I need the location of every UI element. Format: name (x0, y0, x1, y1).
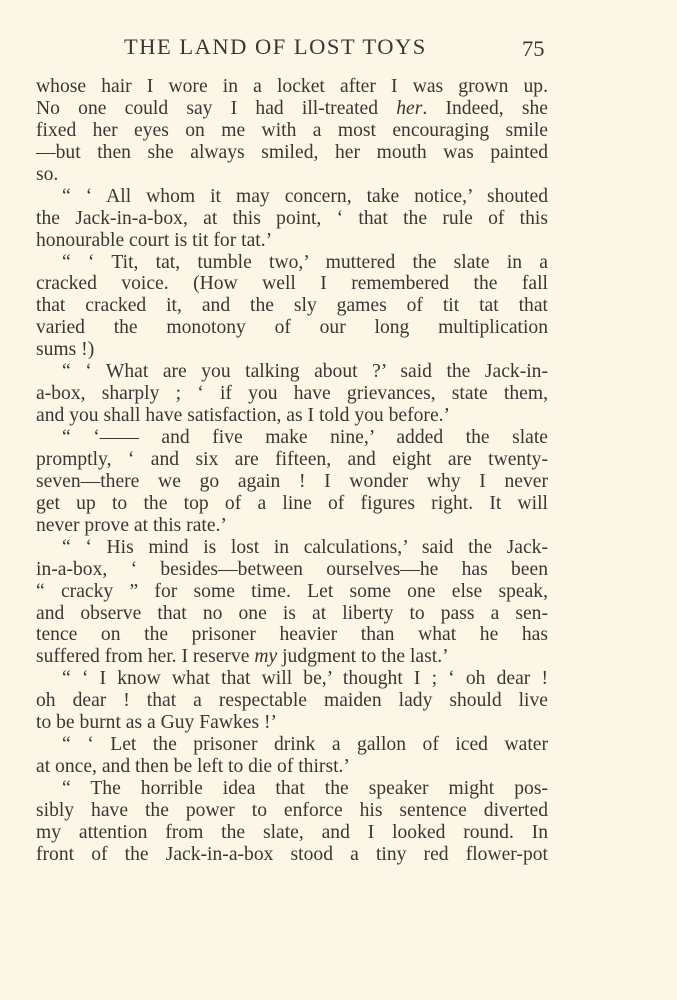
text-line: in-a-box, ‘ besides—between ourselves—he has been (36, 558, 548, 580)
text-line: tence on the prisoner heavier than what he has (36, 624, 548, 646)
text-line: never prove at this rate.’ (36, 514, 227, 536)
text-line: oh dear ! that a respectable maiden lady should live (36, 690, 548, 712)
text-line: No one could say I had ill-treated her. Indeed, she (36, 97, 548, 119)
text-line: “ cracky ” for some time. Let some one else speak, (36, 580, 548, 602)
text-line: to be burnt as a Guy Fawkes !’ (36, 712, 278, 734)
text-line: so. (36, 163, 59, 185)
text-line: “ ‘ What are you talking about ?’ said the Jack-in- (62, 361, 548, 383)
text-line: fixed her eyes on me with a most encouraging smile (36, 119, 548, 141)
text-line: suffered from her. I reserve my judgment to the last.’ (36, 646, 449, 668)
italic-emphasis: her (396, 97, 423, 119)
text-line: “ ‘ I know what that will be,’ thought I ; ‘ oh dear ! (62, 668, 548, 690)
text-line: “ ‘ All whom it may concern, take notice,’ shouted (62, 185, 548, 207)
text-line: seven—there we go again ! I wonder why I never (36, 470, 548, 492)
text-line: whose hair I wore in a locket after I was grown up. (36, 76, 548, 97)
text-line: cracked voice. (How well I remembered the fall (36, 273, 548, 295)
text-line: front of the Jack-in-a-box stood a tiny red flower-pot (36, 843, 548, 865)
text-line: “ ‘ Let the prisoner drink a gallon of iced water (62, 734, 548, 756)
text-line: a-box, sharply ; ‘ if you have grievances, state them, (36, 383, 548, 405)
text-line: that cracked it, and the sly games of tit tat that (36, 295, 548, 317)
text-line: honourable court is tit for tat.’ (36, 229, 273, 251)
text-line: “ The horrible idea that the speaker might pos- (62, 778, 548, 799)
running-title: THE LAND OF LOST TOYS (124, 34, 427, 59)
text-line: “ ‘—— and five make nine,’ added the slate (62, 427, 548, 448)
text-line: and you shall have satisfaction, as I told you before.’ (36, 405, 451, 427)
text-line: sums !) (36, 339, 95, 361)
text-line: my attention from the slate, and I looked round. In (36, 821, 548, 843)
text-line: promptly, ‘ and six are fifteen, and eight are twenty- (36, 448, 548, 470)
text-line: “ ‘ Tit, tat, tumble two,’ muttered the slate in a (62, 251, 548, 273)
italic-emphasis: my (254, 646, 278, 668)
text-line: —but then she always smiled, her mouth was painted (36, 141, 548, 163)
body-text (36, 76, 548, 866)
text-line: at once, and then be left to die of thirst.’ (36, 756, 350, 778)
text-line: varied the monotony of our long multiplication (36, 317, 548, 339)
text-line: get up to the top of a line of figures right. It will (36, 492, 548, 514)
text-line: sibly have the power to enforce his sentence diverted (36, 799, 548, 821)
text-line: and observe that no one is at liberty to pass a sen- (36, 602, 548, 624)
page-number: 75 (522, 36, 545, 61)
text-line: “ ‘ His mind is lost in calculations,’ said the Jack- (62, 536, 548, 558)
text-line: the Jack-in-a-box, at this point, ‘ that the rule of this (36, 207, 548, 229)
